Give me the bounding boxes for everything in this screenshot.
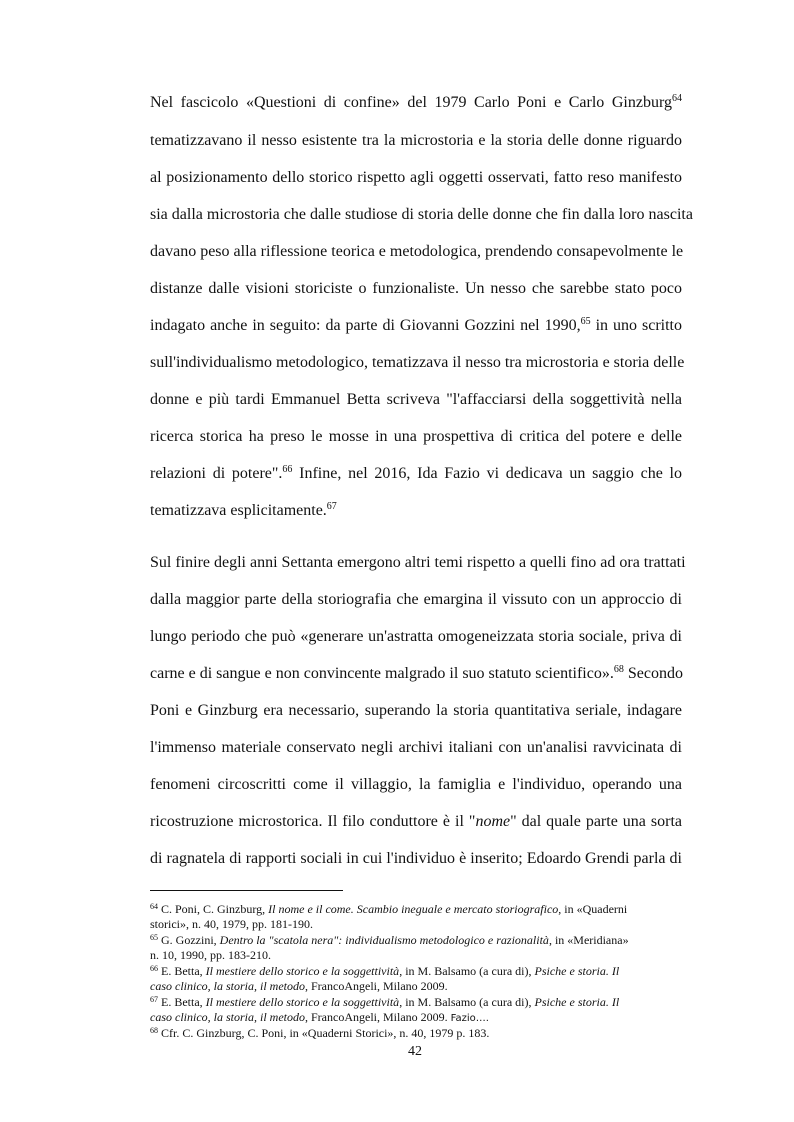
paragraph-2-line: fenomeni circoscritti come il villaggio, la famiglia e l'individuo, operando una bbox=[150, 776, 682, 793]
paragraph-2-line: l'immenso materiale conservato negli archivi italiani con un'analisi ravvicinata di bbox=[150, 739, 682, 756]
paragraph-1-line: distanze dalle visioni storiciste o funzionaliste. Un nesso che sarebbe stato poco bbox=[150, 280, 682, 297]
paragraph-1-line: donne e più tardi Emmanuel Betta scriveva "l'affacciarsi della soggettività nella bbox=[150, 391, 682, 408]
footnote-ref[interactable]: 66 bbox=[282, 464, 293, 475]
paragraph-1-line: Nel fascicolo «Questioni di confine» del 1979 Carlo Poni e Carlo Ginzburg$^{64}$ bbox=[150, 93, 682, 111]
paragraph-1-line: sia dalla microstoria che dalle studiose di storia delle donne che fin dalla loro nascita bbox=[150, 206, 693, 223]
paragraph-1-line: indagato anche in seguito: da parte di Giovanni Gozzini nel 1990,65 in uno scritto bbox=[150, 316, 682, 334]
paragraph-2-line: lungo periodo che può «generare un'astratta omogeneizzata storia sociale, priva di bbox=[150, 628, 682, 645]
footnote-ref[interactable]: 68 bbox=[613, 664, 624, 675]
paragraph-1-line: tematizzavano il nesso esistente tra la microstoria e la storia delle donne riguardo bbox=[150, 132, 682, 149]
footnote-67: $^{67}$ E. Betta, Il mestiere dello storico e la soggettività, in M. Balsamo (a cura di), Psiche e storia. Il bbox=[150, 995, 620, 1009]
paragraph-2-line: Poni e Ginzburg era necessario, superando la storia quantitativa seriale, indagare bbox=[150, 702, 682, 719]
footnote-65-cont: n. 10, 1990, pp. 183-210. bbox=[150, 948, 271, 962]
paragraph-1-line: davano peso alla riflessione teorica e metodologica, prendendo consapevolmente le bbox=[150, 243, 684, 260]
paragraph-2-line: di ragnatela di rapporti sociali in cui l'individuo è inserito; Edoardo Grendi parla di bbox=[150, 850, 682, 867]
paragraph-1-line: al posizionamento dello storico rispetto agli oggetti osservati, fatto reso manifesto bbox=[150, 169, 682, 186]
page-number: 42 bbox=[408, 1044, 422, 1059]
footnote-66-cont: caso clinico, la storia, il metodo, FrancoAngeli, Milano 2009. bbox=[150, 979, 448, 993]
footnote-ref[interactable]: 67 bbox=[326, 501, 337, 512]
footnote-66: $^{66}$ E. Betta, Il mestiere dello storico e la soggettività, in M. Balsamo (a cura di), Psiche e storia. Il bbox=[150, 964, 620, 978]
paragraph-1-line: sull'individualismo metodologico, tematizzava il nesso tra microstoria e storia delle bbox=[150, 354, 685, 371]
paragraph-1-line: ricerca storica ha preso le mosse in una prospettiva di critica del potere e delle bbox=[150, 428, 682, 445]
paragraph-2-line: dalla maggior parte della storiografia che emargina il vissuto con un approccio di bbox=[150, 591, 682, 608]
paragraph-2-line: Sul finire degli anni Settanta emergono altri temi rispetto a quelli fino ad ora trattati bbox=[150, 554, 686, 571]
footnote-65: $^{65}$ G. Gozzini, Dentro la "scatola nera": individualismo metodologico e razionalità, in «Meridiana» bbox=[150, 933, 629, 947]
footnote-ref[interactable]: 65 bbox=[580, 316, 591, 327]
footnote-ref[interactable]: 64 bbox=[672, 93, 682, 104]
footnote-67-cont: caso clinico, la storia, il metodo, FrancoAngeli, Milano 2009. Fazio…. bbox=[150, 1010, 489, 1024]
footnote-68: $^{68}$ Cfr. C. Ginzburg, C. Poni, in «Quaderni Storici», n. 40, 1979 p. 183. bbox=[150, 1026, 490, 1040]
paragraph-2-line: ricostruzione microstorica. Il filo conduttore è il "nome" dal quale parte una sorta bbox=[150, 813, 682, 830]
footnote-64: $^{64}$ C. Poni, C. Ginzburg, Il nome e il come. Scambio ineguale e mercato storiografico, in «Quaderni bbox=[150, 902, 628, 916]
footnote-separator bbox=[150, 890, 343, 891]
paragraph-1-line: tematizzava esplicitamente.$^{67}$ bbox=[150, 501, 337, 519]
paragraph-2-line: carne e di sangue e non convincente malgrado il suo statuto scientifico».$^{68}$ Secondo bbox=[150, 664, 683, 682]
paragraph-1-line: relazioni di potere".$^{66}$ Infine, nel 2016, Ida Fazio vi dedicava un saggio che lo bbox=[150, 464, 682, 482]
footnote-64-cont: storici», n. 40, 1979, pp. 181-190. bbox=[150, 917, 313, 931]
